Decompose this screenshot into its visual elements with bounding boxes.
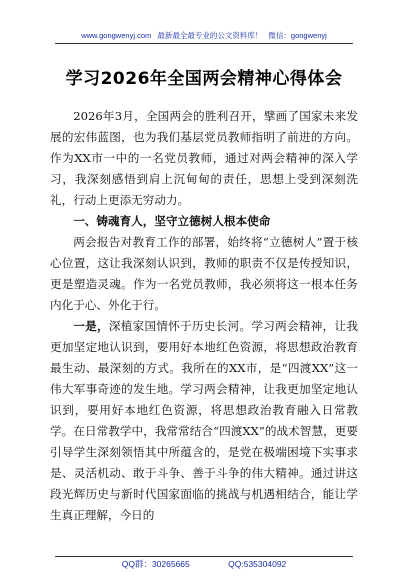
footer-qq-group: QQ群：30265665 [121,559,190,569]
section-paragraph-1: 两会报告对教育工作的部署，始终将“立德树人”置于核心位置，这让我深刻认识到，教师的职责不仅是传授知识，更是塑造灵魂。作为一名党员教师，我必须将这一根本任务内化于心、外化于行。 [50,235,358,312]
header-wechat: 微信：gongwenyj [268,31,327,40]
footer-qq: QQ:535304092 [228,559,287,569]
page-footer [0,558,408,570]
intro-paragraph: 2026年3月，全国两会的胜利召开，擘画了国家未来发展的宏伟蓝图，也为我们基层党员教师指明了前进的方向。作为XX市一中的一名党员教师，通过对两会精神的深入学习，我深刻感悟到肩上沉甸甸的责任，思想上受到深刻洗礼，行动上更添无穷动力。 [50,109,358,207]
section-paragraph-2 [50,316,358,526]
point-lead: 一是， [73,319,109,333]
section-heading: 一、铸魂育人，坚守立德树人根本使命 [73,214,271,228]
document-title: 学习2026年全国两会精神心得体会 [65,69,343,89]
page-header [0,30,408,41]
header-divider [55,43,353,44]
document-body [50,106,358,526]
point-text: 深植家国情怀于历史长河。学习两会精神，让我更加坚定地认识到，要用好本地红色资源，将思想政治教育最生动、最深刻的方式。我所在的XX市，是“四渡XX”这一伟大军事奇迹的发生地。学习两会精神，让我更加坚定地认识到，要用好本地红色资源，将思想政治教育融入日常教学。在日常教学中，我常常结合“四渡XX”的战术智慧，更要引导学生深刻领悟其中所蕴含的，是党在极端困境下实事求是、灵活机动、敢于斗争、善于斗争的伟大精神。通过讲这段光辉历史与新时代国家面临的挑战与机遇相结合，能让学生真正理解，今日的 [50,319,358,522]
header-site[interactable]: www.gongwenyj.com [81,31,152,40]
header-slogan: 最新最全最专业的公文资料库！ [157,31,263,40]
footer-divider [55,556,353,557]
